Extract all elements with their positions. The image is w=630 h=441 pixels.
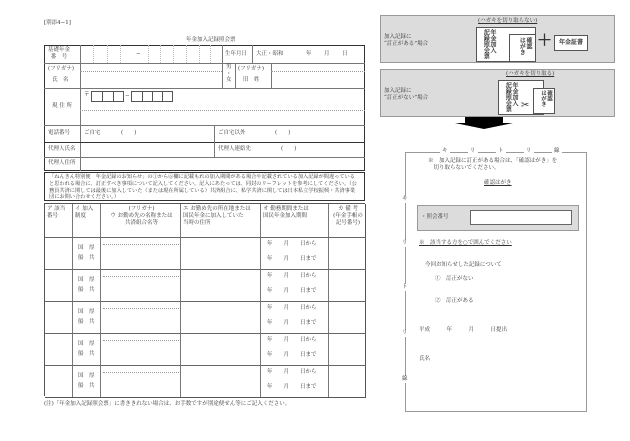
box1-label: 加入記録に “訂正がある”場合 <box>384 34 429 48</box>
cut-line-char: キ <box>442 148 448 154</box>
postcard-note: ※ 加入記録に訂正がある場合は、「確認はがき」を 切り取らないでください。 <box>428 158 558 172</box>
phone-label: 電話番号 <box>48 130 71 136</box>
period-to[interactable]: 年 月 日まで <box>267 320 317 326</box>
card-label: 確認 はがき <box>518 37 532 55</box>
postal-code-second[interactable] <box>131 91 173 102</box>
remarks-field[interactable] <box>329 365 366 397</box>
sex-select[interactable]: 男 ・ 女 <box>226 64 232 84</box>
employer-name-field[interactable] <box>101 237 181 269</box>
basic-pension-no-field[interactable] <box>80 45 222 63</box>
form-title: 年金加入記録照会票 <box>186 37 236 43</box>
option-no-correction[interactable]: ① 訂正がない <box>435 276 474 282</box>
insurance-system-options[interactable]: 国 厚 船 共 <box>78 309 95 325</box>
year: 年 <box>306 51 312 57</box>
name-field[interactable] <box>80 63 222 88</box>
period-to[interactable]: 年 月 日まで <box>267 288 317 294</box>
postal-dash: − <box>125 93 130 99</box>
agent-name-label: 代理人氏名 <box>48 146 76 152</box>
employer-address-field[interactable] <box>181 333 261 365</box>
other-phone-field[interactable]: ( ) <box>275 130 291 136</box>
day: 日 <box>342 51 348 57</box>
cut-line-char: リ <box>526 148 532 154</box>
insurance-system-options[interactable]: 国 厚 船 共 <box>78 341 95 357</box>
remarks-field[interactable] <box>329 237 366 269</box>
down-arrow-icon <box>455 117 513 129</box>
table-bottom <box>45 397 366 398</box>
insurance-system-options[interactable]: 国 厚 船 共 <box>78 373 95 389</box>
employer-name-field[interactable] <box>101 333 181 365</box>
box1-caption: (ハガキを切り取らない) <box>478 18 538 24</box>
month: 月 <box>324 51 330 57</box>
cut-line-char: リ <box>402 240 408 246</box>
confirm-postcard-card <box>509 34 536 62</box>
period-from[interactable]: 年 月 日から <box>267 305 317 311</box>
period-from[interactable]: 年 月 日から <box>267 337 317 343</box>
employer-name-field[interactable] <box>101 365 181 397</box>
card-label: 年金加入 記録照会票 <box>504 82 518 112</box>
old-furigana-label: (フリガナ) <box>238 66 265 72</box>
column-header: オ 勤務期間または 国民年金加入期間 <box>263 206 309 219</box>
submission-date[interactable]: 平成 年 月 日提出 <box>419 327 508 333</box>
postcard-name-label: 氏名 <box>419 356 431 362</box>
postcard-title: 確認はがき <box>484 180 512 186</box>
box2-label: 加入記録に “訂正がない”場合 <box>384 88 429 102</box>
period-from[interactable]: 年 月 日から <box>267 273 317 279</box>
agent-address-field[interactable] <box>80 157 365 171</box>
postal-mark: 〒 <box>84 92 90 98</box>
column-header: ア 該当 番号 <box>47 206 66 219</box>
employer-address-field[interactable] <box>181 365 261 397</box>
address-label: 現 住 所 <box>52 103 72 109</box>
footnote: (注)「年金加入記録照会票」に書ききれない場合は、お手数ですが別途便せん等にご記入ください。 <box>44 401 291 407</box>
old-name-field[interactable] <box>271 63 365 88</box>
card-label: 確認 はがき <box>539 90 552 107</box>
column-header: (フリガナ) ウ お勤め先の名称または 共済組合名等 <box>110 206 173 226</box>
address-field[interactable] <box>80 110 365 125</box>
home-phone-field[interactable]: ( ) <box>121 130 137 136</box>
agent-contact-label: 代理人連絡先 <box>218 146 252 152</box>
insurance-system-options[interactable]: 国 厚 船 共 <box>78 277 95 293</box>
cut-line-char: ト <box>402 284 408 290</box>
employer-name-field[interactable] <box>101 269 181 301</box>
period-to[interactable]: 年 月 日まで <box>267 384 317 390</box>
cut-line-char: リ <box>470 148 476 154</box>
postal-code-first[interactable] <box>91 91 124 102</box>
employer-address-field[interactable] <box>181 237 261 269</box>
history-table <box>44 203 365 396</box>
home-phone-label: ご自宅 <box>84 130 101 136</box>
employer-address-field[interactable] <box>181 301 261 333</box>
employer-address-field[interactable] <box>181 269 261 301</box>
about-records: 今回お知らせした記録について <box>425 262 502 268</box>
remarks-field[interactable] <box>329 333 366 365</box>
card-label: 年金加入 記録照会票 <box>482 29 496 59</box>
column-header: イ 加入 制度 <box>75 206 94 219</box>
doc-label: [別添4−1] <box>44 20 71 26</box>
scissors-icon: ✂ <box>521 100 530 111</box>
furigana-label: (フリガナ) <box>48 66 75 72</box>
circle-instruction: ※ 該当する方を○で囲んでください <box>419 240 512 246</box>
period-to[interactable]: 年 月 日まで <box>267 256 317 262</box>
period-from[interactable]: 年 月 日から <box>267 241 317 247</box>
dash: − <box>136 51 141 57</box>
cut-line-char: 線 <box>402 376 408 382</box>
column-header: エ お勤め先の所在地または 国民年金に加入していた 当時の住所 <box>183 206 251 226</box>
notice-text: 「ねんきん特別便 年金記録のお知らせ」の①から⑥欄に記載もれの加入期間がある場合や記載されている加入記録が間違っていると思われる場合に、訂正すべき事項について記入してください。記入にあたっては、同封のリーフレットを参考にしてください。（公務員共済に関しては最後に加入していた（または現在所属している）共済組合に、私学共済に関しては日本私立学校振興・共済事業団にお問い合わせください。） <box>44 172 365 201</box>
name-label: 氏 名 <box>52 77 69 83</box>
old-name-label: 旧 姓 <box>243 77 260 83</box>
birth-label: 生年月日 <box>225 51 248 57</box>
basic-pension-no-label: 基礎年金 番 号 <box>48 47 71 61</box>
agent-name-field[interactable] <box>80 142 214 157</box>
plus-icon: ＋ <box>537 31 553 49</box>
reference-no-field[interactable] <box>470 210 572 225</box>
pension-certificate-card: 年金証書 <box>554 35 588 51</box>
confirm-postcard-card <box>533 88 555 114</box>
period-from[interactable]: 年 月 日から <box>267 369 317 375</box>
column-header: カ 備 考 (年金手帳の記号番号) <box>333 206 363 226</box>
insurance-system-options[interactable]: 国 厚 船 共 <box>78 245 95 261</box>
cut-line-char: リ <box>402 330 408 336</box>
cut-line-char: 線 <box>554 148 560 154</box>
era-options[interactable]: 大正・昭和 <box>256 51 284 57</box>
box2-caption: (ハガキを切り取る) <box>506 71 555 77</box>
cut-line-char: ト <box>498 148 504 154</box>
employer-name-field[interactable] <box>101 301 181 333</box>
cut-line-char: キ <box>402 196 408 202</box>
remarks-field[interactable] <box>329 269 366 301</box>
reference-no-label: ・照会番号 <box>421 214 449 220</box>
agent-contact-field[interactable]: ( ) <box>281 146 297 152</box>
tear-off-postcard <box>405 152 587 412</box>
other-phone-label: ご自宅以外 <box>218 130 246 136</box>
remarks-field[interactable] <box>329 301 366 333</box>
period-to[interactable]: 年 月 日まで <box>267 352 317 358</box>
option-correction[interactable]: ② 訂正がある <box>435 298 474 304</box>
agent-address-label: 代理人住所 <box>48 160 76 166</box>
